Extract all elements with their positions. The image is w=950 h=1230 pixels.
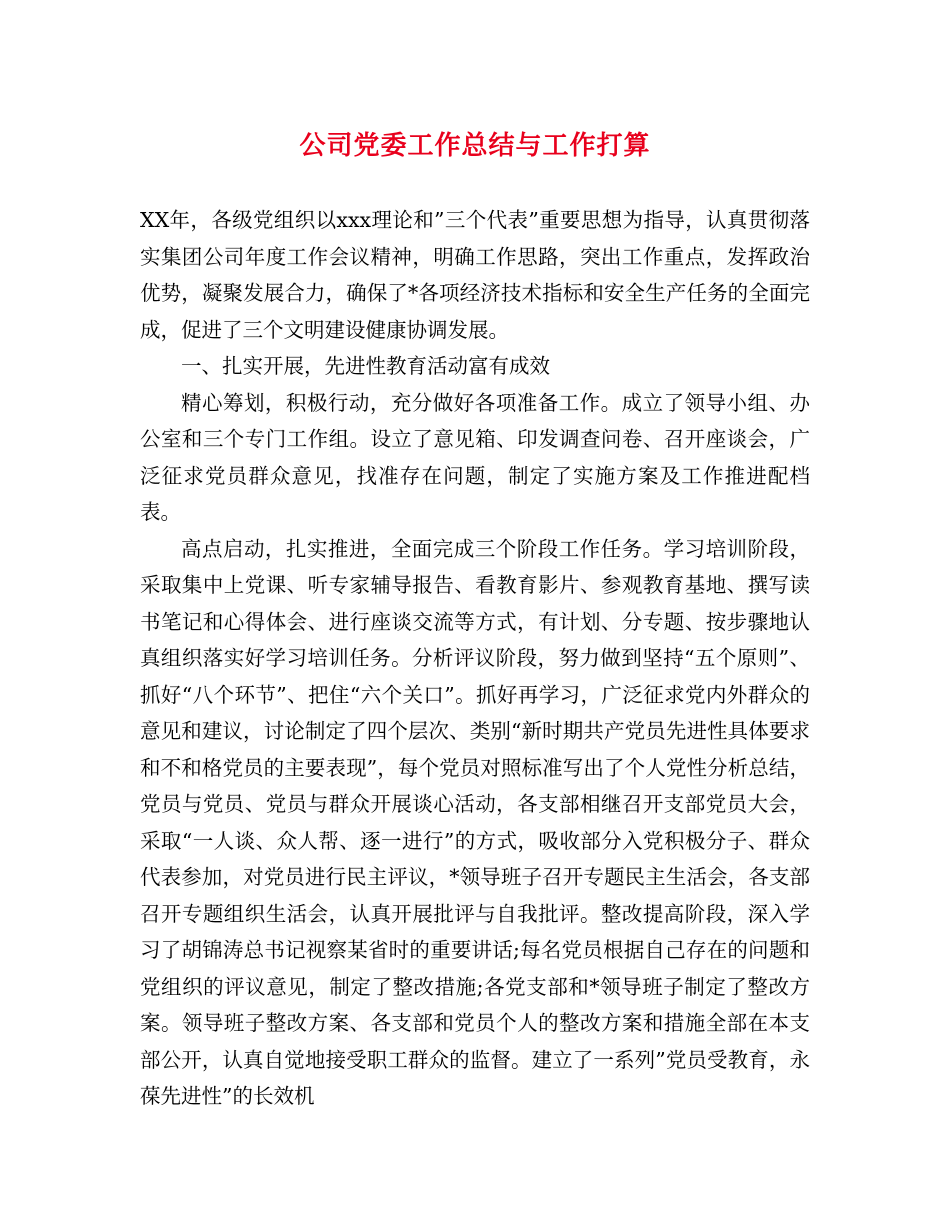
document-title: 公司党委工作总结与工作打算 — [299, 131, 651, 161]
body-paragraph: 精心筹划，积极行动，充分做好各项准备工作。成立了领导小组、办公室和三个专门工作组。设立了意见箱、印发调查问卷、召开座谈会，广泛征求党员群众意见，找准存在问题，制定了实施方案及工作推进配档表。 — [140, 390, 810, 524]
section-heading-1: 一、扎实开展，先进性教育活动富有成效 — [181, 354, 550, 378]
intro-paragraph: XX年，各级党组织以xxx理论和”三个代表”重要思想为指导，认真贯彻落实集团公司年度工作会议精神，明确工作思路，突出工作重点，发挥政治优势，凝聚发展合力，确保了*各项经济技术指标和安全生产任务的全面完成，促进了三个文明建设健康协调发展。 — [140, 208, 810, 342]
document-body — [140, 202, 810, 1115]
body-paragraph: 高点启动，扎实推进，全面完成三个阶段工作任务。学习培训阶段，采取集中上党课、听专家辅导报告、看教育影片、参观教育基地、撰写读书笔记和心得体会、进行座谈交流等方式，有计划、分专题、按步骤地认真组织落实好学习培训任务。分析评议阶段，努力做到坚持“五个原则”、抓好“八个环节”、把住“六个关口”。抓好再学习，广泛征求党内外群众的意见和建议，讨论制定了四个层次、类别“新时期共产党员先进性具体要求和不和格党员的主要表现”，每个党员对照标准写出了个人党性分析总结，党员与党员、党员与群众开展谈心活动，各支部相继召开支部党员大会，采取“一人谈、众人帮、逐一进行”的方式，吸收部分入党积极分子、群众代表参加，对党员进行民主评议，*领导班子召开专题民主生活会，各支部召开专题组织生活会，认真开展批评与自我批评。整改提高阶段，深入学习了胡锦涛总书记视察某省时的重要讲话;每名党员根据自己存在的问题和党组织的评议意见，制定了整改措施;各党支部和*领导班子制定了整改方案。领导班子整改方案、各支部和党员个人的整改方案和措施全部在本支部公开，认真自觉地接受职工群众的监督。建立了一系列”党员受教育，永葆先进性”的长效机 — [140, 536, 810, 1108]
